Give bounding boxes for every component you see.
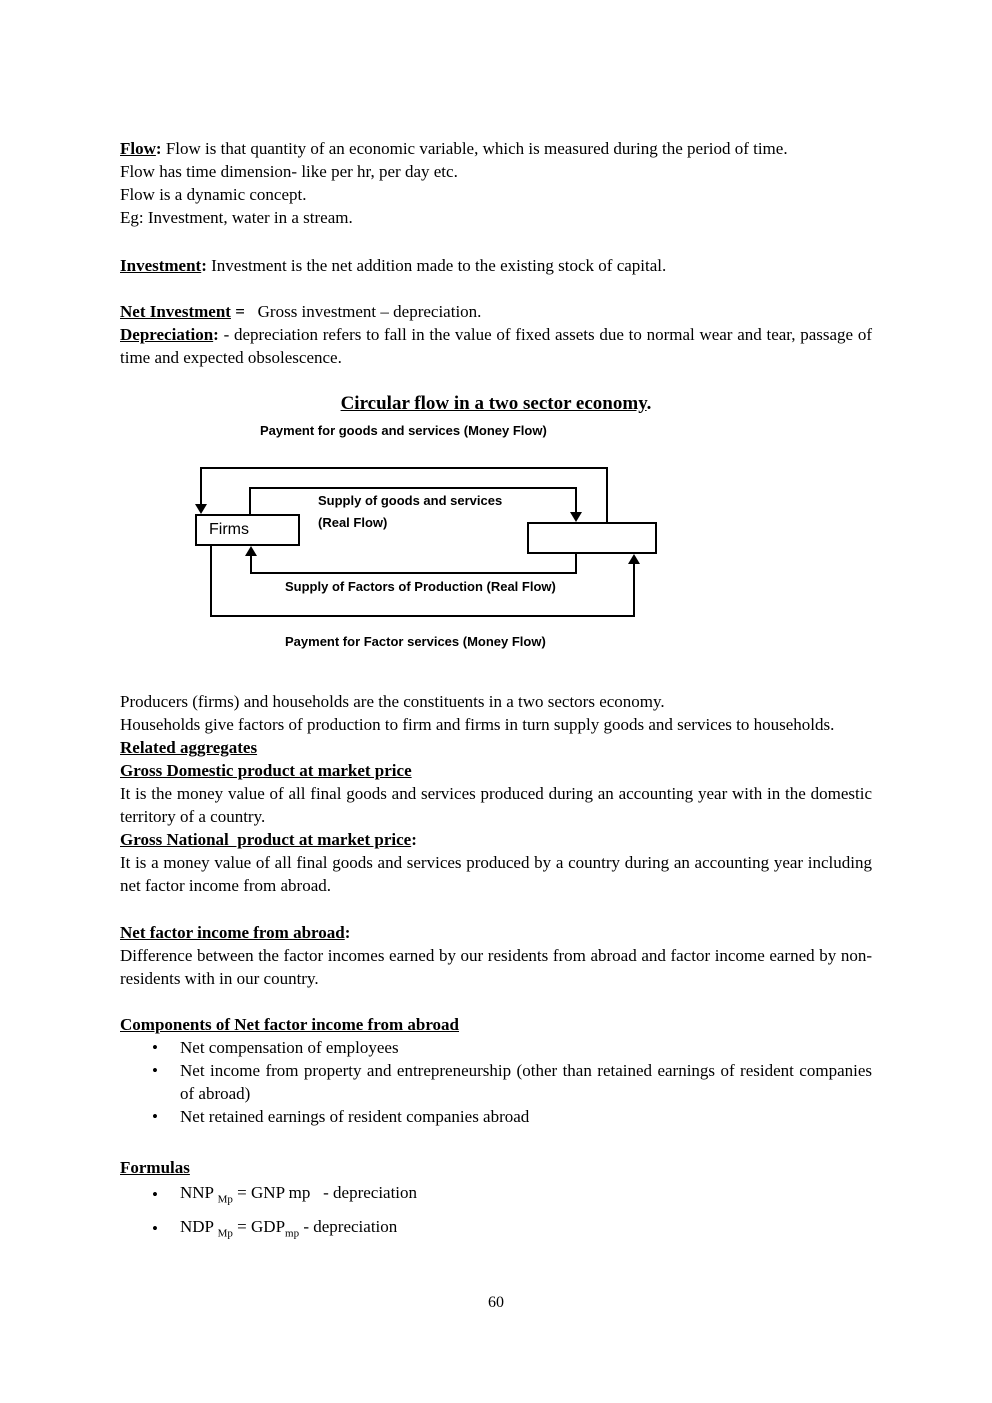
- real-flow-top-line-left-vertical: [249, 487, 251, 514]
- investment-definition-paragraph: [120, 254, 872, 277]
- document-content: [120, 137, 872, 1248]
- gnp-heading: Gross National product at market price: [120, 830, 412, 849]
- label-supply-goods-services: Supply of goods and services: [318, 493, 503, 508]
- component-item-3: • Net retained earnings of resident companies abroad: [120, 1105, 872, 1128]
- flow-line-3: Flow is a dynamic concept.: [120, 185, 307, 204]
- depreciation-text: - depreciation refers to fall in the value of fixed assets due to normal wear and tear, passage of time and expected obsolescence.: [120, 325, 872, 367]
- formulas-heading: Formulas: [120, 1158, 190, 1177]
- real-flow-bottom-line-left-vertical: [250, 555, 252, 572]
- formula-nnp-lhs: NNP: [180, 1183, 218, 1202]
- arrow-up-into-households-icon: [628, 554, 640, 564]
- nfia-heading-colon: :: [344, 923, 351, 942]
- nfia-text: Difference between the factor incomes earned by our residents from abroad and factor income earned by non-residents with in our country.: [120, 946, 872, 988]
- gnp-heading-line: [120, 828, 872, 851]
- money-flow-bottom-line-right-vertical: [633, 563, 635, 615]
- formula-ndp-lhs: NDP: [180, 1217, 218, 1237]
- formula-ndp-mid: = GDP: [232, 1217, 286, 1237]
- investment-term: Investment: [120, 256, 202, 275]
- formula-ndp-subscript-2: mp: [285, 1227, 300, 1240]
- formula-nnp-subscript: Mp: [217, 1193, 233, 1206]
- circular-flow-diagram: [120, 417, 872, 657]
- gdp-text: It is the money value of all final goods and services produced during an accounting year with in the domestic territory of a country.: [120, 784, 872, 826]
- components-heading: Components of Net factor income from abroad: [120, 1015, 460, 1034]
- nfia-heading-line: [120, 921, 872, 944]
- diagram-title-text: Circular flow in a two sector economy: [340, 393, 647, 414]
- firms-box-label: Firms: [209, 521, 249, 538]
- depreciation-term: Depreciation: [120, 325, 214, 344]
- arrow-down-into-firms-icon: [195, 504, 207, 514]
- money-flow-bottom-line-horizontal: [210, 615, 635, 617]
- net-investment-paragraph: [120, 300, 872, 323]
- depreciation-paragraph: [120, 323, 872, 369]
- investment-definition-text: Investment is the net addition made to the existing stock of capital.: [206, 256, 667, 275]
- households-line: Households give factors of production to firm and firms in turn supply goods and services to households.: [120, 715, 835, 734]
- gdp-heading: Gross Domestic product at market price: [120, 761, 412, 780]
- formula-ndp-rhs: - depreciation: [299, 1217, 398, 1237]
- net-investment-equals: =: [230, 302, 245, 321]
- net-investment-term: Net Investment: [120, 302, 231, 321]
- flow-term: Flow: [120, 139, 156, 158]
- flow-line-4: Eg: Investment, water in a stream.: [120, 208, 353, 227]
- page-number: 60: [488, 1294, 504, 1311]
- formula-ndp-subscript-1: Mp: [217, 1227, 233, 1240]
- diagram-title-period: .: [646, 393, 652, 414]
- flow-definition-text: Flow is that quantity of an economic variable, which is measured during the period of time.: [161, 139, 788, 158]
- related-aggregates-heading: Related aggregates: [120, 738, 258, 757]
- money-flow-top-line-left-vertical: [200, 467, 202, 505]
- net-investment-text: Gross investment – depreciation.: [244, 302, 482, 321]
- component-item-2: • Net income from property and entrepreneurship (other than retained earnings of resident companies of abroad): [120, 1059, 872, 1105]
- flow-line-2: Flow has time dimension- like per hr, per day etc.: [120, 162, 458, 181]
- investment-colon: :: [201, 256, 207, 275]
- money-flow-bottom-line-left-vertical: [210, 546, 212, 615]
- depreciation-colon: :: [213, 325, 219, 344]
- money-flow-top-line-right-vertical: [606, 467, 608, 524]
- gnp-text: It is a money value of all final goods and services produced by a country during an accounting year including net factor income from abroad.: [120, 853, 872, 895]
- households-box: [527, 522, 657, 554]
- flow-definition-paragraph: [120, 137, 872, 160]
- real-flow-top-line-horizontal: [249, 487, 577, 489]
- label-real-flow: (Real Flow): [318, 515, 388, 530]
- producers-line: Producers (firms) and households are the constituents in a two sectors economy.: [120, 692, 665, 711]
- label-payment-factor-services: Payment for Factor services (Money Flow): [285, 634, 546, 649]
- real-flow-bottom-line-right-vertical: [575, 554, 577, 572]
- label-payment-goods-services: Payment for goods and services (Money Flow): [260, 423, 547, 438]
- real-flow-bottom-line-horizontal: [250, 572, 577, 574]
- formula-nnp: [120, 1179, 872, 1213]
- flow-colon: :: [155, 139, 162, 158]
- diagram-title: [120, 392, 872, 415]
- gnp-heading-colon: :: [411, 830, 417, 849]
- real-flow-top-line-right-vertical: [575, 487, 577, 513]
- label-supply-factors-production: Supply of Factors of Production (Real Flow): [285, 579, 556, 594]
- arrow-down-into-households-icon: [570, 512, 582, 522]
- firms-box: [195, 514, 300, 546]
- formula-ndp: [120, 1213, 872, 1247]
- nfia-heading: Net factor income from abroad: [120, 923, 345, 942]
- component-item-1: • Net compensation of employees: [120, 1036, 872, 1059]
- money-flow-top-line-horizontal: [200, 467, 608, 469]
- formula-nnp-rhs: = GNP mp - depreciation: [232, 1183, 418, 1202]
